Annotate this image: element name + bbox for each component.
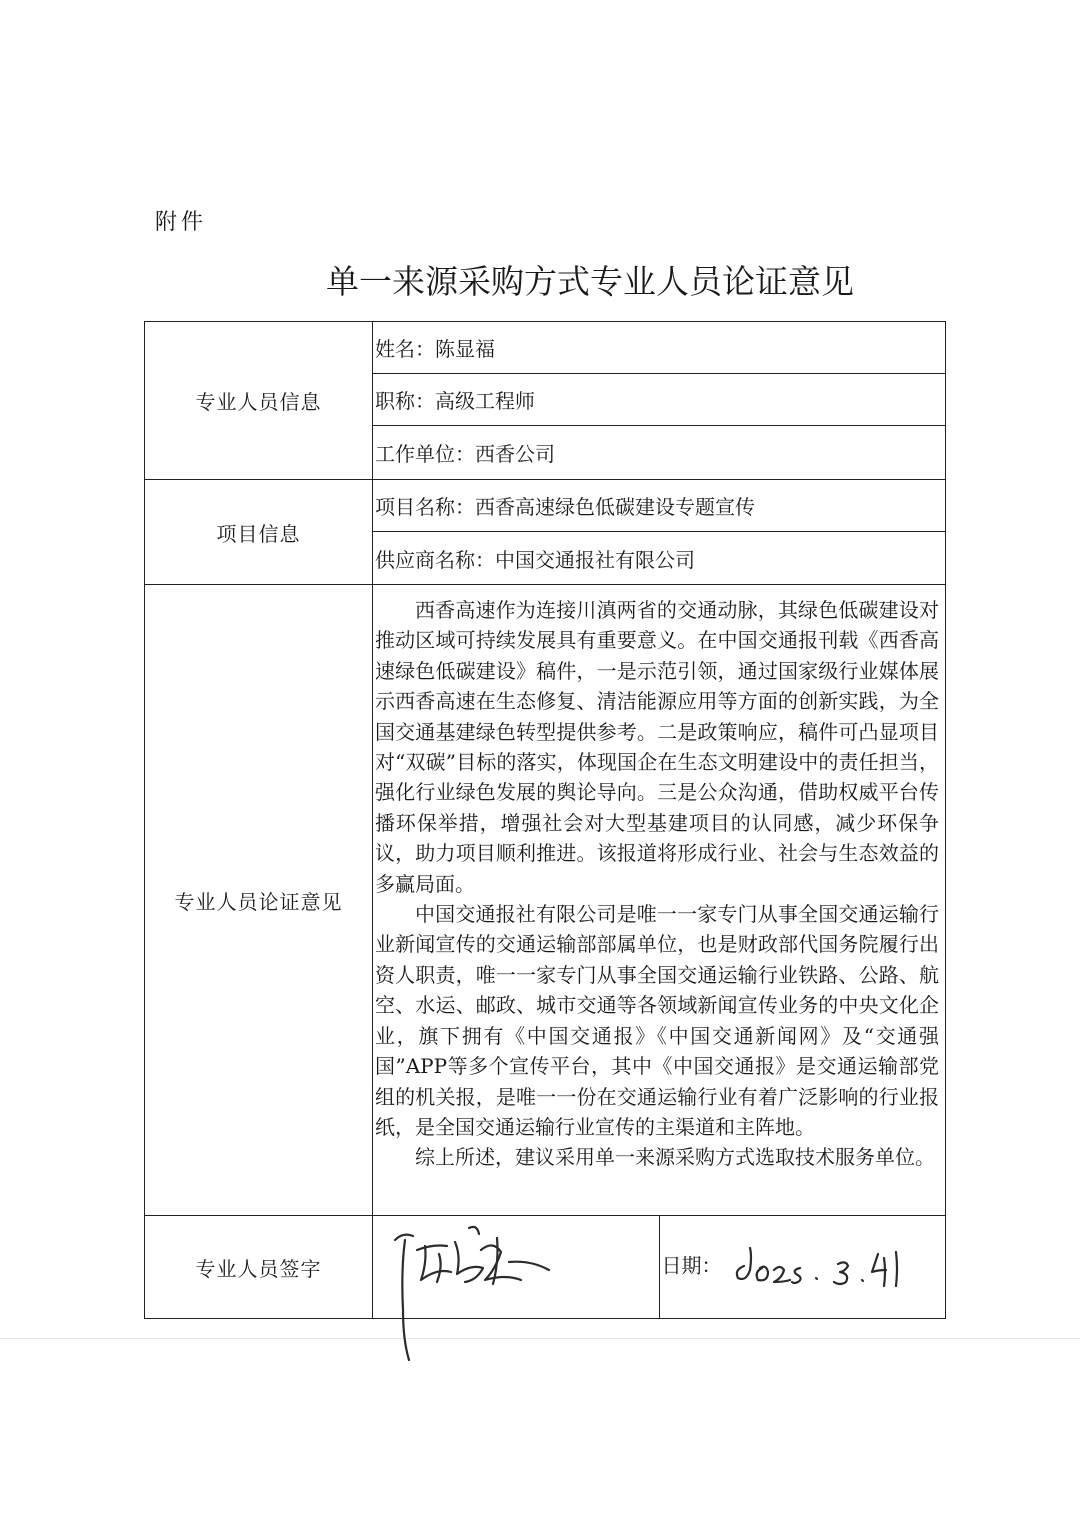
- attachment-label: 附件: [155, 210, 208, 235]
- handwritten-date: [728, 1242, 918, 1292]
- opinion-label: 专业人员论证意见: [145, 585, 373, 1216]
- signature-cell: [373, 1216, 660, 1319]
- table-row: [145, 480, 946, 532]
- document-title: 单一来源采购方式专业人员论证意见: [326, 262, 854, 301]
- project-info-label: 项目信息: [145, 480, 373, 585]
- table-row: [145, 585, 946, 1216]
- date-cell: [659, 1216, 946, 1319]
- expert-position-field: 职称：高级工程师: [373, 374, 946, 426]
- handwritten-signature: [381, 1210, 561, 1370]
- project-name-field: 项目名称：西香高速绿色低碳建设专题宣传: [373, 480, 946, 532]
- supplier-name-field: 供应商名称：中国交通报社有限公司: [373, 532, 946, 585]
- opinion-paragraph-1: 西香高速作为连接川滇两省的交通动脉，其绿色低碳建设对推动区域可持续发展具有重要意义。在中国交通报刊载《西香高速绿色低碳建设》稿件，一是示范引领，通过国家级行业媒体展示西香高速在生态修复、清洁能源应用等方面的创新实践，为全国交通基建绿色转型提供参考。二是政策响应，稿件可凸显项目对“双碳”目标的落实，体现国企在生态文明建设中的责任担当，强化行业绿色发展的舆论导向。三是公众沟通，借助权威平台传播环保举措，增强社会对大型基建项目的认同感，减少环保争议，助力项目顺利推进。该报道将形成行业、社会与生态效益的多赢局面。: [375, 598, 939, 896]
- table-row: [145, 322, 946, 374]
- table-row: [145, 1216, 946, 1319]
- opinion-paragraph-3: 综上所述，建议采用单一来源采购方式选取技术服务单位。: [415, 1145, 935, 1170]
- date-label: 日期：: [661, 1253, 722, 1278]
- expert-name-field: 姓名：陈显福: [373, 322, 946, 374]
- opinion-form-table: [144, 321, 946, 1319]
- opinion-content: [373, 585, 946, 1216]
- signature-label: 专业人员签字: [145, 1216, 373, 1319]
- expert-info-label: 专业人员信息: [145, 322, 373, 480]
- expert-employer-field: 工作单位：西香公司: [373, 426, 946, 480]
- opinion-paragraph-2: 中国交通报社有限公司是唯一一家专门从事全国交通运输行业新闻宣传的交通运输部部属单位，也是财政部代国务院履行出资人职责，唯一一家专门从事全国交通运输行业铁路、公路、航空、水运、邮政、城市交通等各领域新闻宣传业务的中央文化企业，旗下拥有《中国交通报》《中国交通新闻网》及“交通强国”APP等多个宣传平台，其中《中国交通报》是交通运输部党组的机关报，是唯一一份在交通运输行业有着广泛影响的行业报纸，是全国交通运输行业宣传的主渠道和主阵地。: [375, 902, 939, 1139]
